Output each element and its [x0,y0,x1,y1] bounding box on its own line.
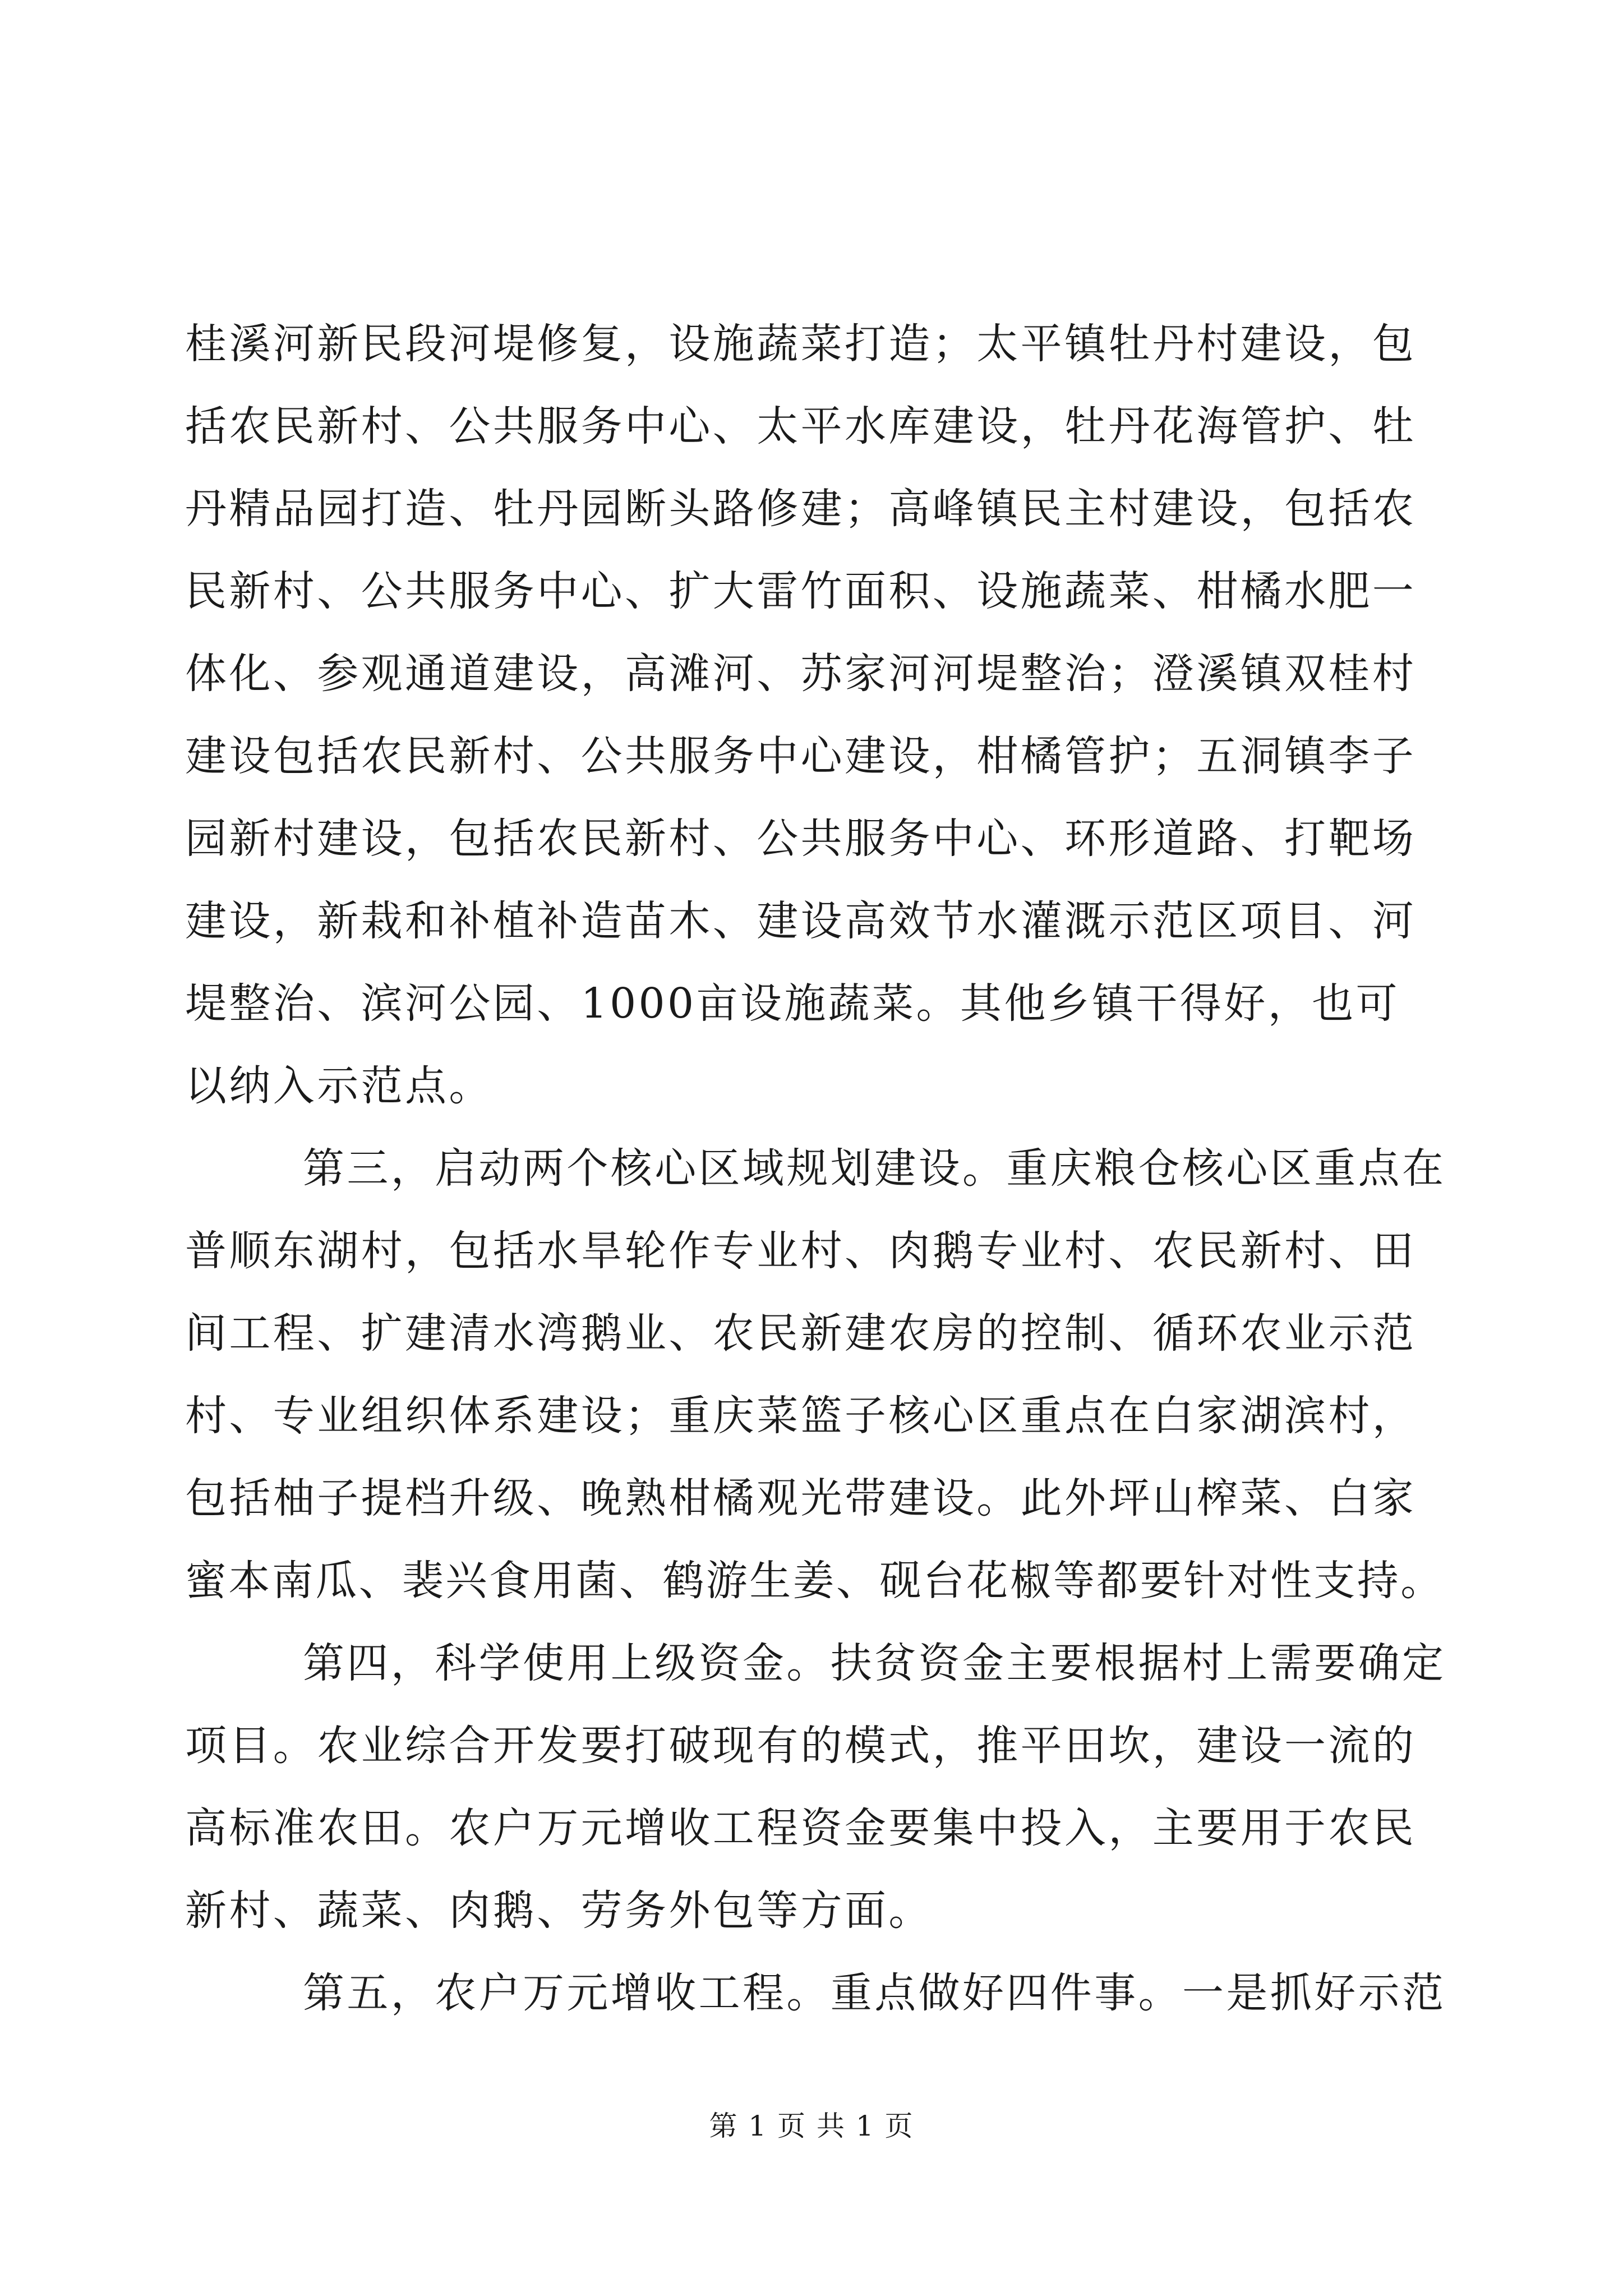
page-number-footer: 第 1 页 共 1 页 [709,2110,914,2142]
text-line: 以纳入示范点。 [185,1062,493,1110]
text-line: 包括柚子提档升级、晚熟柑橘观光带建设。此外坪山榨菜、白家 [185,1474,1417,1522]
text-line: 建设包括农民新村、公共服务中心建设，柑橘管护；五洞镇李子 [185,732,1417,780]
text-line: 新村、蔬菜、肉鹅、劳务外包等方面。 [185,1887,933,1935]
paragraph-start-line: 第五，农户万元增收工程。重点做好四件事。一是抓好示范 [303,1969,1446,2017]
paragraph-start-line: 第三，启动两个核心区域规划建设。重庆粮仓核心区重点在 [303,1144,1446,1193]
text-line: 桂溪河新民段河堤修复，设施蔬菜打造；太平镇牡丹村建设，包 [185,320,1417,368]
text-line: 村、专业组织体系建设；重庆菜篮子核心区重点在白家湖滨村， [185,1392,1417,1440]
text-line: 括农民新村、公共服务中心、太平水库建设，牡丹花海管护、牡 [185,402,1417,450]
text-line: 普顺东湖村，包括水旱轮作专业村、肉鹅专业村、农民新村、田 [185,1227,1417,1275]
text-line: 建设，新栽和补植补造苗木、建设高效节水灌溉示范区项目、河 [185,897,1417,945]
text-line: 民新村、公共服务中心、扩大雷竹面积、设施蔬菜、柑橘水肥一 [185,567,1417,615]
text-line: 体化、参观通道建设，高滩河、苏家河河堤整治；澄溪镇双桂村 [185,650,1417,698]
paragraph-start-line: 第四，科学使用上级资金。扶贫资金主要根据村上需要确定 [303,1639,1446,1687]
text-line: 蜜本南瓜、裴兴食用菌、鹤游生姜、砚台花椒等都要针对性支持。 [185,1557,1444,1605]
text-line: 园新村建设，包括农民新村、公共服务中心、环形道路、打靶场 [185,815,1417,863]
text-line: 高标准农田。农户万元增收工程资金要集中投入，主要用于农民 [185,1804,1417,1852]
text-line: 项目。农业综合开发要打破现有的模式，推平田坎，建设一流的 [185,1722,1417,1770]
text-line: 堤整治、滨河公园、1000亩设施蔬菜。其他乡镇干得好，也可 [185,979,1400,1028]
text-line: 丹精品园打造、牡丹园断头路修建；高峰镇民主村建设，包括农 [185,485,1417,533]
text-line: 间工程、扩建清水湾鹅业、农民新建农房的控制、循环农业示范 [185,1309,1417,1358]
